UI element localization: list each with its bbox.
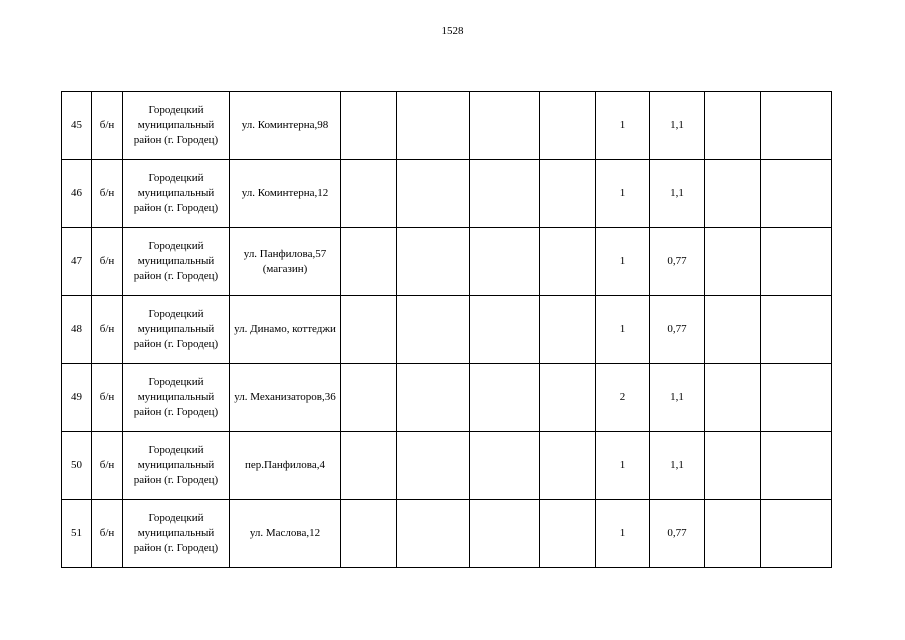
empty-cell bbox=[540, 432, 596, 500]
table-row bbox=[62, 364, 832, 432]
row-number-cell: 51 bbox=[62, 500, 92, 568]
empty-cell bbox=[397, 432, 470, 500]
empty-cell bbox=[540, 228, 596, 296]
empty-cell bbox=[705, 500, 761, 568]
empty-cell bbox=[540, 160, 596, 228]
empty-cell bbox=[761, 296, 832, 364]
empty-cell bbox=[705, 228, 761, 296]
empty-cell bbox=[397, 160, 470, 228]
code-cell: б/н bbox=[92, 364, 123, 432]
row-number-cell: 47 bbox=[62, 228, 92, 296]
address-cell: ул. Панфилова,57 (магазин) bbox=[230, 228, 341, 296]
empty-cell bbox=[397, 92, 470, 160]
empty-cell bbox=[705, 364, 761, 432]
table-row bbox=[62, 432, 832, 500]
empty-cell bbox=[470, 296, 540, 364]
registry-table bbox=[61, 91, 832, 568]
address-cell: ул. Коминтерна,12 bbox=[230, 160, 341, 228]
table-row bbox=[62, 296, 832, 364]
district-cell: Городецкий муниципальный район (г. Городец) bbox=[123, 432, 230, 500]
volume-cell: 0,77 bbox=[650, 296, 705, 364]
row-number-cell: 45 bbox=[62, 92, 92, 160]
empty-cell bbox=[397, 500, 470, 568]
quantity-cell: 2 bbox=[596, 364, 650, 432]
empty-cell bbox=[341, 160, 397, 228]
empty-cell bbox=[540, 364, 596, 432]
empty-cell bbox=[341, 92, 397, 160]
empty-cell bbox=[761, 364, 832, 432]
quantity-cell: 1 bbox=[596, 500, 650, 568]
empty-cell bbox=[705, 160, 761, 228]
empty-cell bbox=[341, 364, 397, 432]
empty-cell bbox=[761, 228, 832, 296]
empty-cell bbox=[341, 228, 397, 296]
address-cell: ул. Механизаторов,36 bbox=[230, 364, 341, 432]
table-row bbox=[62, 160, 832, 228]
page-number: 1528 bbox=[441, 25, 464, 37]
quantity-cell: 1 bbox=[596, 432, 650, 500]
empty-cell bbox=[470, 160, 540, 228]
code-cell: б/н bbox=[92, 160, 123, 228]
quantity-cell: 1 bbox=[596, 92, 650, 160]
code-cell: б/н bbox=[92, 296, 123, 364]
empty-cell bbox=[705, 296, 761, 364]
empty-cell bbox=[470, 500, 540, 568]
empty-cell bbox=[341, 500, 397, 568]
empty-cell bbox=[540, 500, 596, 568]
volume-cell: 1,1 bbox=[650, 432, 705, 500]
empty-cell bbox=[470, 432, 540, 500]
empty-cell bbox=[761, 500, 832, 568]
code-cell: б/н bbox=[92, 500, 123, 568]
district-cell: Городецкий муниципальный район (г. Городец) bbox=[123, 160, 230, 228]
code-cell: б/н bbox=[92, 92, 123, 160]
table-row bbox=[62, 92, 832, 160]
empty-cell bbox=[705, 92, 761, 160]
empty-cell bbox=[761, 92, 832, 160]
empty-cell bbox=[397, 364, 470, 432]
quantity-cell: 1 bbox=[596, 160, 650, 228]
volume-cell: 1,1 bbox=[650, 160, 705, 228]
table-row bbox=[62, 500, 832, 568]
row-number-cell: 49 bbox=[62, 364, 92, 432]
empty-cell bbox=[761, 160, 832, 228]
empty-cell bbox=[540, 92, 596, 160]
address-cell: ул. Маслова,12 bbox=[230, 500, 341, 568]
code-cell: б/н bbox=[92, 432, 123, 500]
empty-cell bbox=[341, 296, 397, 364]
empty-cell bbox=[470, 92, 540, 160]
district-cell: Городецкий муниципальный район (г. Городец) bbox=[123, 228, 230, 296]
empty-cell bbox=[397, 296, 470, 364]
volume-cell: 0,77 bbox=[650, 500, 705, 568]
empty-cell bbox=[470, 228, 540, 296]
empty-cell bbox=[705, 432, 761, 500]
empty-cell bbox=[470, 364, 540, 432]
row-number-cell: 48 bbox=[62, 296, 92, 364]
district-cell: Городецкий муниципальный район (г. Городец) bbox=[123, 500, 230, 568]
empty-cell bbox=[761, 432, 832, 500]
district-cell: Городецкий муниципальный район (г. Городец) bbox=[123, 364, 230, 432]
volume-cell: 1,1 bbox=[650, 364, 705, 432]
quantity-cell: 1 bbox=[596, 296, 650, 364]
row-number-cell: 50 bbox=[62, 432, 92, 500]
volume-cell: 1,1 bbox=[650, 92, 705, 160]
district-cell: Городецкий муниципальный район (г. Городец) bbox=[123, 296, 230, 364]
table-row bbox=[62, 228, 832, 296]
address-cell: ул. Коминтерна,98 bbox=[230, 92, 341, 160]
empty-cell bbox=[341, 432, 397, 500]
quantity-cell: 1 bbox=[596, 228, 650, 296]
address-cell: ул. Динамо, коттеджи bbox=[230, 296, 341, 364]
district-cell: Городецкий муниципальный район (г. Городец) bbox=[123, 92, 230, 160]
empty-cell bbox=[540, 296, 596, 364]
volume-cell: 0,77 bbox=[650, 228, 705, 296]
code-cell: б/н bbox=[92, 228, 123, 296]
row-number-cell: 46 bbox=[62, 160, 92, 228]
empty-cell bbox=[397, 228, 470, 296]
address-cell: пер.Панфилова,4 bbox=[230, 432, 341, 500]
